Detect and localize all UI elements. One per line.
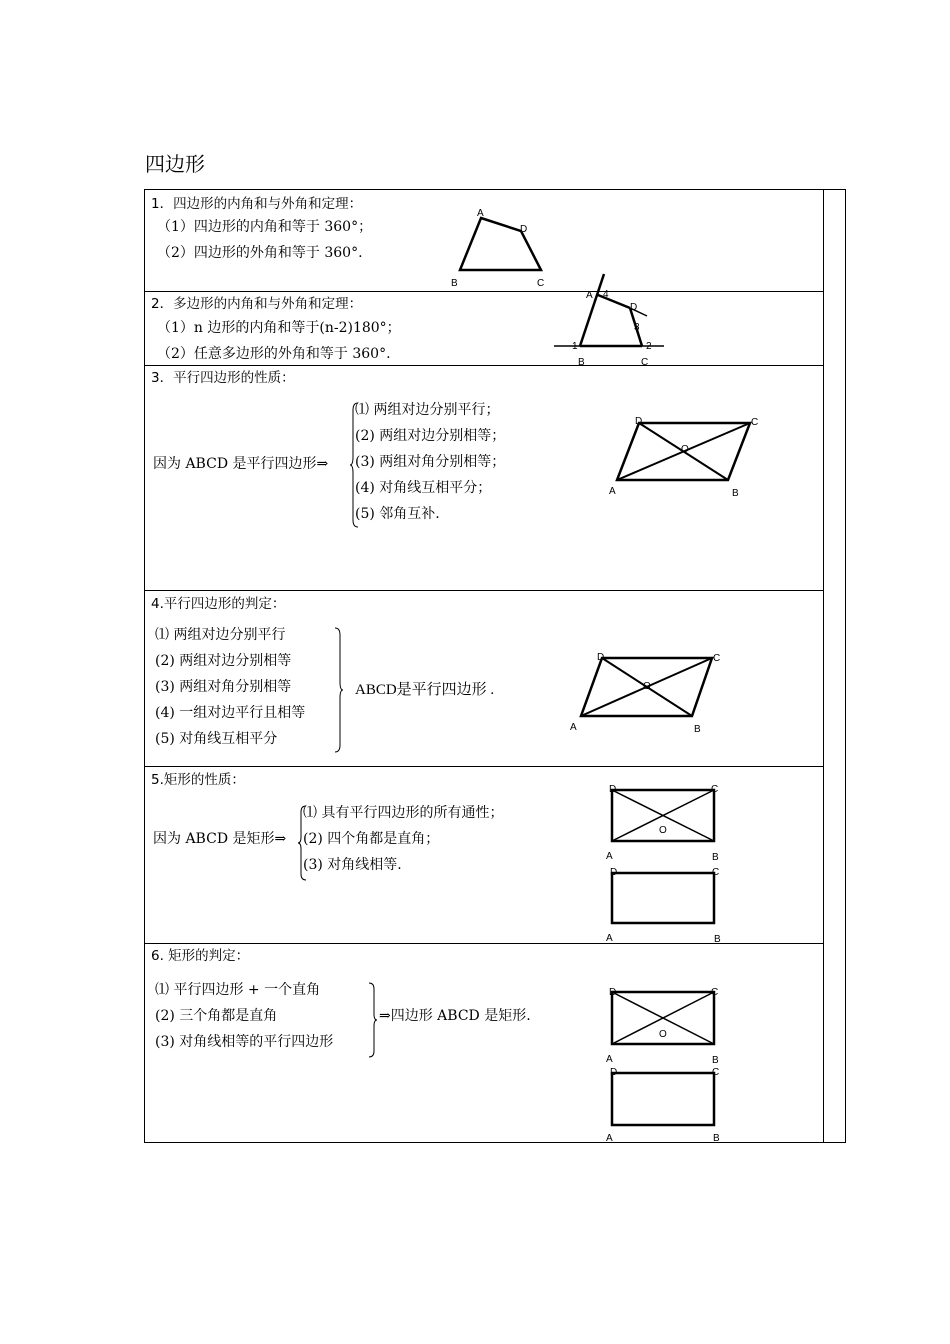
premise-text: 因为 ABCD 是平行四边形⇒ — [153, 456, 329, 472]
vertex-label-b: B — [712, 852, 719, 863]
vertex-label-d: D — [597, 652, 605, 663]
vertex-label-b: B — [714, 934, 721, 945]
vertex-label-c: C — [751, 417, 759, 428]
vertex-label-a: A — [606, 1133, 613, 1144]
vertex-label-b: B — [713, 1133, 720, 1144]
vertex-label-d: D — [609, 784, 617, 795]
property-item: (5) 邻角互补. — [355, 506, 440, 522]
angle-label-2: 2 — [646, 341, 652, 352]
vertex-label-d: D — [635, 416, 643, 427]
vertex-label-b: B — [694, 724, 701, 735]
quadrilateral-figure — [445, 206, 565, 296]
vertex-label-a: A — [606, 851, 613, 862]
theorem-line: （2）任意多边形的外角和等于 360°. — [157, 346, 391, 362]
property-item: (4) 对角线互相平分； — [355, 480, 492, 496]
angle-label-1: 1 — [572, 341, 578, 352]
vertex-label-a: A — [570, 722, 577, 733]
center-label-o: O — [643, 681, 651, 692]
property-item: (2) 四个角都是直角； — [303, 831, 440, 847]
quadrilateral-shape — [460, 218, 541, 270]
vertex-label-c: C — [713, 653, 721, 664]
row-parallelogram-properties — [145, 366, 823, 591]
vertex-label-a: A — [606, 1054, 613, 1065]
section-heading: 5.矩形的性质： — [151, 772, 245, 788]
row-polygon-angles — [145, 292, 823, 366]
vertex-label-c: C — [712, 867, 720, 878]
criterion-item: (4) 一组对边平行且相等 — [155, 705, 306, 721]
vertex-label-b: B — [732, 488, 739, 499]
page-title: 四边形 — [145, 152, 205, 176]
vertex-label-d: D — [520, 224, 528, 235]
center-label-o: O — [659, 825, 667, 836]
section-heading: 6. 矩形的判定： — [151, 948, 250, 964]
vertex-label-c: C — [711, 987, 719, 998]
vertex-label-a: A — [586, 290, 593, 301]
rectangle-diagonals-figure — [602, 985, 732, 1065]
vertex-label-b: B — [712, 1055, 719, 1066]
right-brace — [369, 982, 379, 1058]
polygon-exterior-angle-figure — [550, 268, 680, 368]
vertex-label-a: A — [606, 933, 613, 944]
section-heading: 2．多边形的内角和与外角和定理： — [151, 296, 363, 312]
rectangle-diagonals-figure — [602, 782, 732, 862]
property-item: ⑴ 具有平行四边形的所有通性； — [303, 805, 504, 821]
criterion-item: ⑴ 平行四边形 + 一个直角 — [155, 982, 321, 998]
angle-label-3: 3 — [634, 322, 640, 333]
side-ab-extended — [580, 274, 604, 346]
conclusion-text: ABCD是平行四边形 . — [355, 682, 495, 698]
vertex-label-a: A — [609, 486, 616, 497]
row-quadrilateral-angles — [145, 190, 823, 292]
theorem-line: （1）n 边形的内角和等于(n-2)180°； — [157, 320, 401, 336]
rectangle-plain-figure — [602, 864, 732, 944]
vertex-label-c: C — [711, 784, 719, 795]
center-label-o: O — [681, 444, 689, 455]
criterion-item: ⑴ 两组对边分别平行 — [155, 627, 286, 643]
theorem-line: （1）四边形的内角和等于 360°； — [157, 219, 373, 235]
criterion-item: (2) 三个角都是直角 — [155, 1008, 278, 1024]
criterion-item: (5) 对角线互相平分 — [155, 731, 278, 747]
theorem-line: （2）四边形的外角和等于 360°. — [157, 245, 363, 261]
property-item: (2) 两组对边分别相等； — [355, 428, 506, 444]
section-heading: 4.平行四边形的判定： — [151, 596, 286, 612]
property-item: ⑴ 两组对边分别平行； — [355, 402, 500, 418]
vertex-label-c: C — [641, 357, 649, 368]
vertex-label-c: C — [537, 278, 545, 289]
table-divider — [823, 190, 824, 1142]
vertex-label-d: D — [609, 987, 617, 998]
section-heading: 3．平行四边形的性质： — [151, 370, 295, 386]
rectangle-shape — [612, 873, 714, 923]
section-heading: 1．四边形的内角和与外角和定理： — [151, 196, 363, 212]
vertex-label-a: A — [477, 208, 484, 219]
rectangle-shape — [612, 1073, 714, 1125]
premise-text: 因为 ABCD 是矩形⇒ — [153, 831, 287, 847]
criterion-item: (3) 两组对角分别相等 — [155, 679, 292, 695]
rectangle-plain-figure — [602, 1064, 732, 1144]
conclusion-text: ⇒四边形 ABCD 是矩形. — [379, 1008, 531, 1024]
parallelogram-figure — [605, 414, 765, 514]
parallelogram-criteria-figure — [566, 650, 726, 750]
property-item: (3) 两组对角分别相等； — [355, 454, 506, 470]
criterion-item: (3) 对角线相等的平行四边形 — [155, 1034, 334, 1050]
center-label-o: O — [659, 1029, 667, 1040]
vertex-label-b: B — [578, 357, 585, 368]
vertex-label-b: B — [451, 278, 458, 289]
property-item: (3) 对角线相等. — [303, 857, 402, 873]
vertex-label-d: D — [610, 1067, 618, 1078]
theorem-table — [144, 189, 846, 1143]
vertex-label-d: D — [630, 302, 638, 313]
criterion-item: (2) 两组对边分别相等 — [155, 653, 292, 669]
angle-label-4: 4 — [603, 289, 609, 300]
right-brace — [335, 627, 345, 753]
vertex-label-d: D — [610, 867, 618, 878]
vertex-label-c: C — [712, 1067, 720, 1078]
